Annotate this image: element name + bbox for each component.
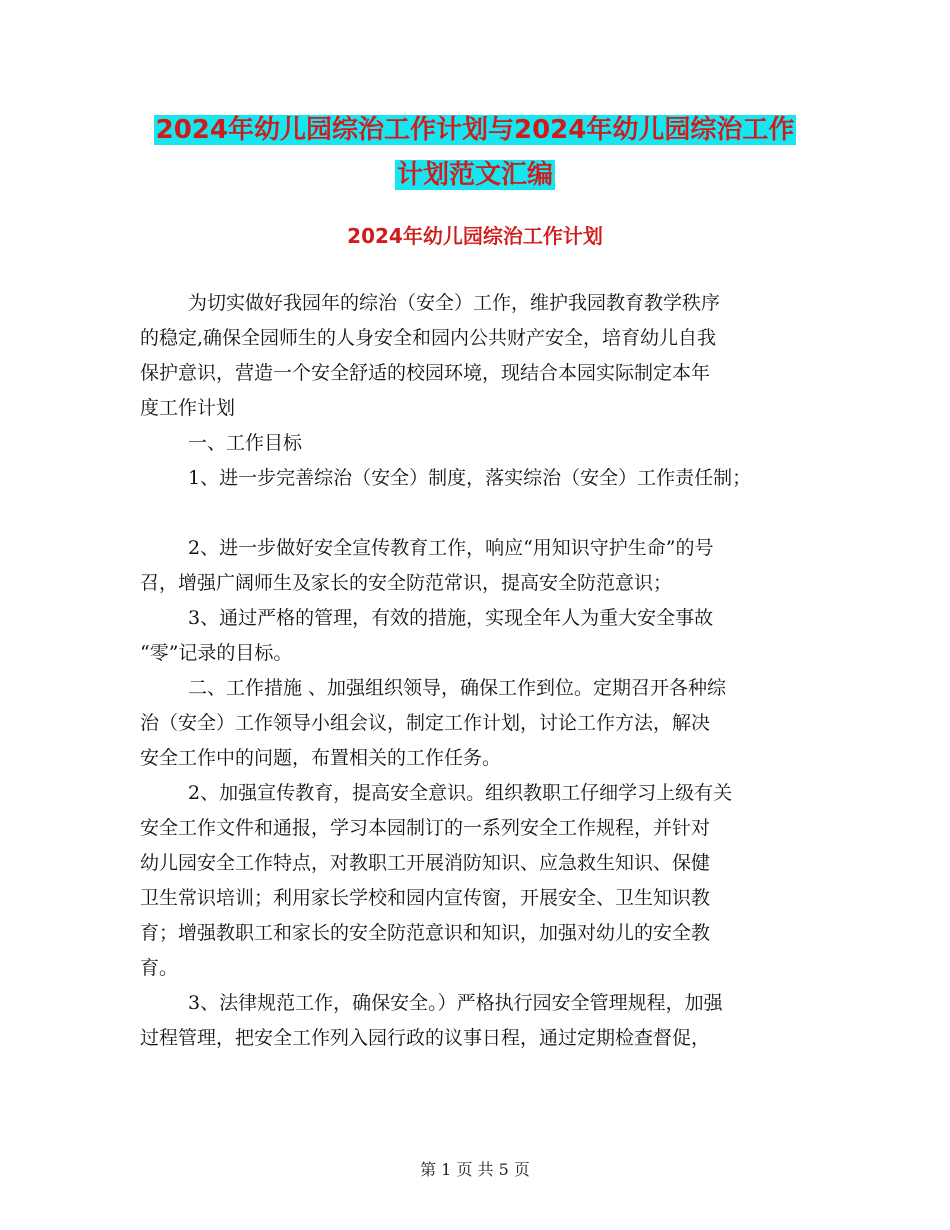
body-line: 治（安全）工作领导小组会议，制定工作计划，讨论工作方法，解决 bbox=[140, 712, 711, 734]
body-line: 召，增强广阔师生及家长的安全防范常识，提高安全防范意识； bbox=[140, 572, 673, 594]
body-line: 2、进一步做好安全宣传教育工作，响应“用知识守护生命”的号 bbox=[188, 537, 714, 559]
page-footer: 第 1 页 共 5 页 bbox=[420, 1160, 530, 1179]
body-line: “零”记录的目标。 bbox=[140, 642, 293, 664]
body-line: 2、加强宣传教育，提高安全意识。组织教职工仔细学习上级有关 bbox=[188, 782, 733, 804]
body-text bbox=[140, 286, 820, 1056]
document-title-line-2: 计划范文汇编 bbox=[396, 160, 553, 190]
body-line: 二、工作措施 、加强组织领导，确保工作到位。定期召开各种综 bbox=[188, 677, 727, 699]
body-line: 育。 bbox=[140, 957, 179, 979]
body-line: 为切实做好我园年的综治（安全）工作，维护我园教育教学秩序 bbox=[188, 292, 721, 314]
body-line: 一、工作目标 bbox=[188, 432, 303, 454]
body-line: 1、进一步完善综治（安全）制度，落实综治（安全）工作责任制； bbox=[188, 467, 752, 489]
body-line: 育；增强教职工和家长的安全防范意识和知识，加强对幼儿的安全教 bbox=[140, 922, 711, 944]
body-line: 的稳定,确保全园师生的人身安全和园内公共财产安全，培育幼儿自我 bbox=[140, 327, 717, 349]
body-line-blank bbox=[140, 496, 820, 531]
body-line: 安全工作文件和通报，学习本园制订的一系列安全工作规程，并针对 bbox=[140, 817, 711, 839]
body-line: 卫生常识培训；利用家长学校和园内宣传窗，开展安全、卫生知识教 bbox=[140, 887, 711, 909]
body-line: 安全工作中的问题，布置相关的工作任务。 bbox=[140, 747, 502, 769]
body-line: 保护意识，营造一个安全舒适的校园环境，现结合本园实际制定本年 bbox=[140, 362, 711, 384]
body-line: 3、通过严格的管理，有效的措施，实现全年人为重大安全事故 bbox=[188, 607, 714, 629]
section-heading: 2024年幼儿园综治工作计划 bbox=[347, 224, 603, 248]
body-line: 度工作计划 bbox=[140, 397, 236, 419]
body-line: 幼儿园安全工作特点，对教职工开展消防知识、应急救生知识、保健 bbox=[140, 852, 711, 874]
body-line: 3、法律规范工作，确保安全。）严格执行园安全管理规程，加强 bbox=[188, 992, 723, 1014]
body-line: 过程管理，把安全工作列入园行政的议事日程，通过定期检查督促， bbox=[140, 1027, 711, 1049]
document-title-line-1: 2024年幼儿园综治工作计划与2024年幼儿园综治工作 bbox=[155, 115, 795, 145]
